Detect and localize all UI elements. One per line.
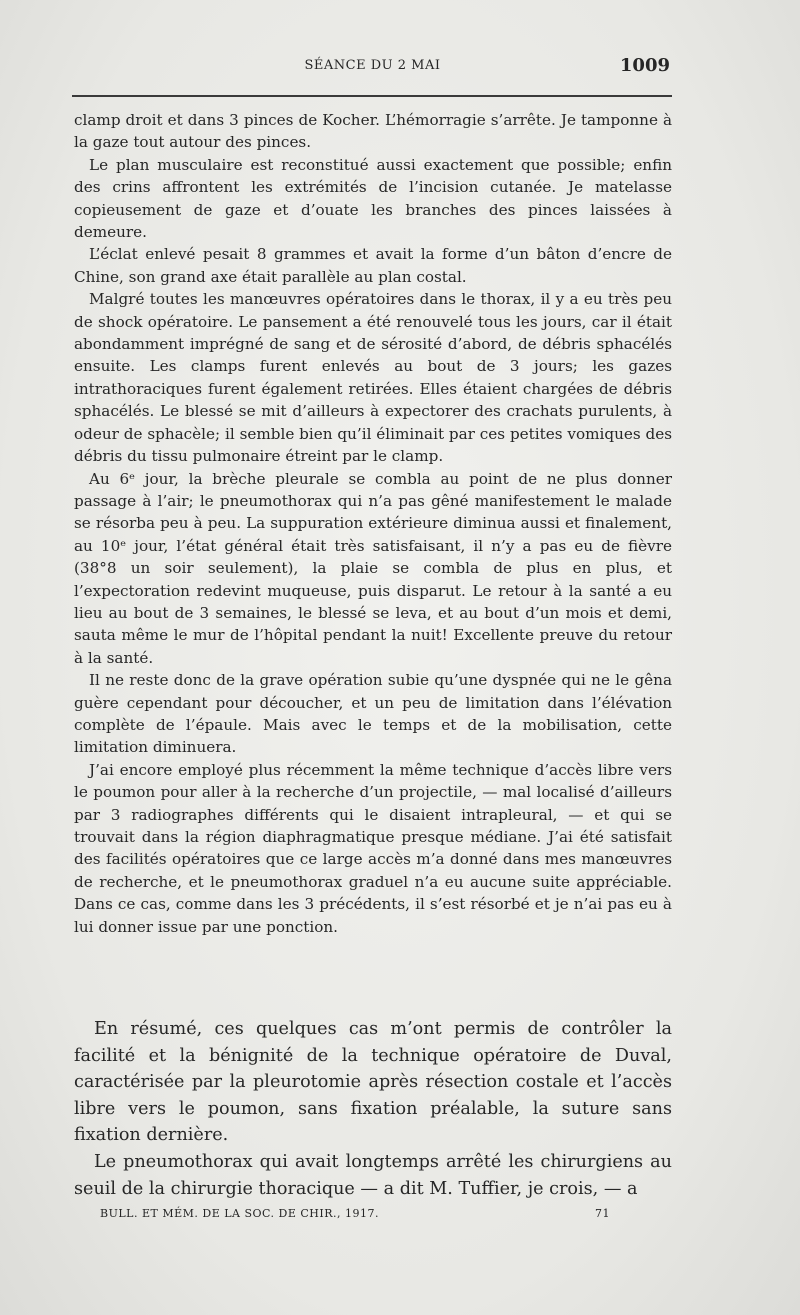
paragraph-continuation: clamp droit et dans 3 pinces de Kocher. L’hémorragie s’arrête. Je tamponne à la gaze tout autour des pinces. bbox=[74, 111, 672, 152]
footer-journal: BULL. ET MÉM. DE LA SOC. DE CHIR., 1917. bbox=[100, 1207, 379, 1220]
summary-paragraph: En résumé, ces quelques cas m’ont permis de contrôler la facilité et la bénignité de la technique opératoire de Duval, caractérisée par la pleurotomie après résection costale et l’accès libre vers le poumon, sans fixation préalable, la suture sans fixation dernière. bbox=[74, 1019, 672, 1146]
header-rule bbox=[72, 95, 672, 97]
paragraph-fragment: L’éclat enlevé pesait 8 grammes et avait la forme d’un bâton d’encre de Chine, son grand axe était parallèle au plan costal. bbox=[74, 245, 672, 286]
paragraph-muscular-plane: Le plan musculaire est reconstitué aussi exactement que possible; enfin des crins affrontent les extrémités de l’incision cutanée. Je matelasse copieusement de gaze et d’ouate les branches des pinces laissées à demeure. bbox=[74, 155, 672, 242]
paragraph-recovery: Au 6ᵉ jour, la brèche pleurale se combla au point de ne plus donner passage à l’air; le pneumothorax qui n’a pas gêné manifestement le malade se résorba peu à peu. La suppuration extérieure diminua aussi et finalement, au 10ᵉ jour, l’état général était très satisfaisant, il n’y a pas eu de fièvre (38°8 un soir seulement), la plaie se combla de plus en plus, et l’expectoration redevint muqueuse, puis disparut. Le retour à la santé a eu lieu au bout de 3 semaines, le blessé se leva, et au bout d’un mois et demi, sauta même le mur de l’hôpital pendant la nuit! Excellente preuve du retour à la santé. bbox=[74, 469, 672, 667]
summary-paragraph: Le pneumothorax qui avait longtemps arrêté les chirurgiens au seuil de la chirurgie thoracique — a dit M. Tuffier, je crois, — a bbox=[74, 1151, 672, 1199]
paragraph-sequelae: Il ne reste donc de la grave opération subie qu’une dyspnée qui ne le gêna guère cependant pour découcher, et un peu de limitation dans l’élévation complète de l’épaule. Mais avec le temps et de la mobilisation, cette limitation diminuera. bbox=[74, 671, 672, 757]
page-number: 1009 bbox=[619, 55, 670, 76]
page-footer bbox=[100, 1207, 610, 1227]
page-header bbox=[75, 52, 670, 80]
summary-section bbox=[74, 1016, 672, 1202]
body-text bbox=[74, 109, 672, 938]
footer-signature: 71 bbox=[595, 1207, 610, 1220]
running-title: SÉANCE DU 2 MAI bbox=[304, 58, 441, 73]
paragraph-postoperative: Malgré toutes les manœuvres opératoires dans le thorax, il y a eu très peu de shock opératoire. Le pansement a été renouvelé tous les jours, car il était abondamment imprégné de sang et de sérosité d’abord, de débris sphacélés ensuite. Les clamps furent enlevés au bout de 3 jours; les gazes intrathoraciques furent également retirées. Elles étaient chargées de débris sphacélés. Le blessé se mit d’ailleurs à expectorer des crachats purulents, à odeur de sphacèle; il semble bien qu’il éliminait par ces petites vomiques des débris du tissu pulmonaire étreint par le clamp. bbox=[74, 290, 672, 466]
paragraph-second-case: J’ai encore employé plus récemment la même technique d’accès libre vers le poumon pour aller à la recherche d’un projectile, — mal localisé d’ailleurs par 3 radiographes différents qui le disaient intrapleural, — et qui se trouvait dans la région diaphragmatique presque médiane. J’ai été satisfait des facilités opératoires que ce large accès m’a donné dans mes manœuvres de recherche, et le pneumothorax graduel n’a eu aucune suite appréciable. Dans ce cas, comme dans les 3 précédents, il s’est résorbé et je n’ai pas eu à lui donner issue par une ponction. bbox=[74, 760, 672, 936]
